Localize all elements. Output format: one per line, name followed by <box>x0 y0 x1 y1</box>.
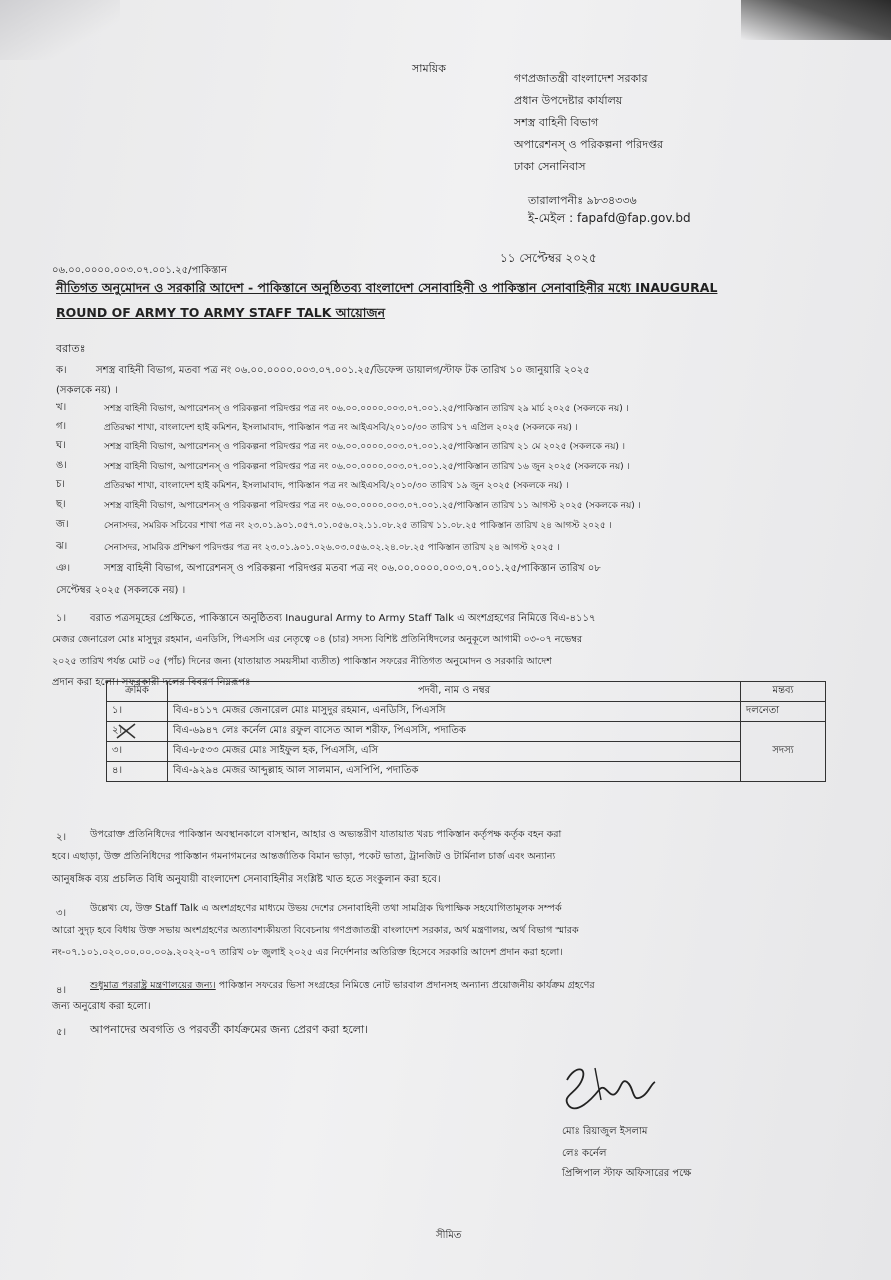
row-remark: সদস্য <box>741 722 826 782</box>
ref-text: প্রতিরক্ষা শাখা, বাংলাদেশ হাই কমিশন, ইসলামাবাদ, পাকিস্তান পত্র নং আইএসবি/২০১০/৩০ তারিখ ১৯ জুন ২০২৫ (সকলকে নয়) । <box>104 481 569 491</box>
org-line-1: গণপ্রজাতন্ত্রী বাংলাদেশ সরকার <box>514 72 648 85</box>
table-row <box>107 722 826 742</box>
row-serial <box>107 722 168 742</box>
para5-text: আপনাদের অবগতি ও পরবর্তী কার্যক্রমের জন্য প্রেরণ করা হলো। <box>90 1023 369 1036</box>
para2-line-1: উপরোক্ত প্রতিনিধিদের পাকিস্তান অবস্থানকালে বাসস্থান, আহার ও অভ্যন্তরীণ যাতায়াত খরচ পাকিস্তান কর্তৃপক্ষ কর্তৃক বহন করা <box>90 829 562 840</box>
para3-line-1: উল্লেখ্য যে, উক্ত Staff Talk এ অংশগ্রহণের মাধ্যমে উভয় দেশের সেনাবাহিনী তথা সামগ্রিক দ্বিপাক্ষিক সহযোগিতামূলক সম্পর্ক <box>90 903 562 914</box>
para1-line-4: প্রদান করা হলো। সফরকারী দলের বিবরণ নিম্নরূপঃ <box>52 677 251 688</box>
memo-date: ১১ সেপ্টেম্বর ২০২৫ <box>500 251 597 265</box>
para3-line-2: আরো সুদৃঢ় হবে বিধায় উক্ত সভায় অংশগ্রহণের অত্যাবশ্যকীয়তা বিবেচনায় গণপ্রজাতন্ত্রী বাংলাদেশ সরকার, অর্থ মন্ত্রণালয়, অর্থ বিভাগ স্মারক <box>52 925 579 936</box>
handwritten-signature <box>555 1060 665 1120</box>
ref-text: সশস্ত্র বাহিনী বিভাগ, অপারেশনস্ ও পরিকল্পনা পরিদপ্তর পত্র নং ০৬.০০.০০০০.০০৩.০৭.০০১.২৫/পাকিস্তান তারিখ ২৯ মার্চ ২০২৫ (সকলকে নয়) । <box>104 404 629 414</box>
row-remark: দলনেতা <box>741 702 826 722</box>
ref-text: সশস্ত্র বাহিনী বিভাগ, অপারেশনস্ ও পরিকল্পনা পরিদপ্তর পত্র নং ০৬.০০.০০০০.০০৩.০৭.০০১.২৫/পাকিস্তান তারিখ ১১ আগস্ট ২০২৫ (সকলকে নয়) । <box>104 501 641 511</box>
ref-text: সেনাসদর, সমরিক সচিবের শাখা পত্র নং ২৩.০১.৯০১.০৫৭.০১.০৫৬.০২.১১.০৮.২৫ তারিখ ১১.০৮.২৫ পাকিস্তান তারিখ ২৪ আগস্ট ২০২৫ । <box>104 521 612 531</box>
ref-num: ছ। <box>56 499 66 510</box>
table-row <box>107 702 826 722</box>
classification-top: সাময়িক <box>412 62 446 75</box>
paper-fold <box>0 0 120 60</box>
row-serial: ১। <box>107 702 168 722</box>
ref-num: ঝ। <box>56 541 68 552</box>
ref-text: সশস্ত্র বাহিনী বিভাগ, মতবা পত্র নং ০৬.০০.০০০০.০০৩.০৭.০০১.২৫/ডিফেন্স ডায়ালগ/স্টাফ টক তারিখ ১০ জানুয়ারি ২০২৫ <box>96 365 590 376</box>
ref-num: ঘ। <box>56 440 66 451</box>
strike-mark-icon <box>115 722 139 740</box>
ref-num: ঙ। <box>56 460 67 471</box>
para2-number: ২। <box>56 832 67 843</box>
para3-number: ৩। <box>56 908 67 919</box>
para1-line-2: মেজর জেনারেল মোঃ মাসুদুর রহমান, এনডিসি, পিএসসি এর নেতৃত্বে ০৪ (চার) সদস্য বিশিষ্ট প্রতিনিধিদলের অনুকূলে আগামী ০৩-০৭ নভেম্বর <box>52 634 583 645</box>
org-line-3: সশস্ত্র বাহিনী বিভাগ <box>514 116 599 129</box>
email-label: ই-মেইল <box>528 211 566 225</box>
signatory-name: মোঃ রিয়াজুল ইসলাম <box>562 1126 648 1137</box>
header-serial: ক্রমিক <box>107 682 168 702</box>
subject-line-2: ROUND OF ARMY TO ARMY STAFF TALK আয়োজন <box>56 305 386 320</box>
header-remark: মন্তব্য <box>741 682 826 702</box>
table-row <box>107 762 826 782</box>
para4-lead: শুধুমাত্র পররাষ্ট্র মন্ত্রণালয়ের জন্য। <box>90 980 216 991</box>
row-name: বিএ-৯২৯৪ মেজর আব্দুল্লাহ আল সালমান, এসপিপি, পদাতিক <box>168 762 741 782</box>
ref-num: চ। <box>56 479 65 490</box>
row-serial: ৩। <box>107 742 168 762</box>
ref-num: গ। <box>56 421 67 432</box>
references-label: বরাতঃ <box>56 342 86 355</box>
ref-text-cont: (সকলকে নয়) । <box>56 385 118 396</box>
org-line-4: অপারেশনস্ ও পরিকল্পনা পরিদপ্তর <box>514 138 664 151</box>
row-name: বিএ-৮৫৩৩ মেজর মোঃ সাইফুল হক, পিএসসি, এসি <box>168 742 741 762</box>
ref-num: ঞ। <box>56 563 71 574</box>
para1-number: ১। <box>56 613 67 624</box>
memo-number: ০৬.০০.০০০০.০০৩.০৭.০০১.২৫/পাকিস্তান <box>52 265 228 276</box>
row-serial-text: ২। <box>112 725 123 736</box>
row-serial: ৪। <box>107 762 168 782</box>
email-row <box>528 210 691 230</box>
ref-text-cont: সেপ্টেম্বর ২০২৫ (সকলকে নয়) । <box>56 585 186 596</box>
header-name: পদবী, নাম ও নম্বর <box>168 682 741 702</box>
para1-line-3: ২০২৫ তারিখ পর্যন্ত মোট ০৫ (পাঁচ) দিনের জন্য (যাতায়াত সময়সীমা ব্যতীত) পাকিস্তান সফরের নীতিগত অনুমোদন ও সরকারি আদেশ <box>52 656 552 667</box>
ref-text: প্রতিরক্ষা শাখা, বাংলাদেশ হাই কমিশন, ইসলামাবাদ, পাকিস্তান পত্র নং আইএসবি/২০১০/৩০ তারিখ ১৭ এপ্রিল ২০২৫ (সকলকে নয়) । <box>104 423 578 433</box>
table-row <box>107 742 826 762</box>
para2-line-2: হবে। এছাড়া, উক্ত প্রতিনিধিদের পাকিস্তান গমনাগমনের আন্তর্জাতিক বিমান ভাড়া, পকেট ভাতা, ট্রানজিট ও টার্মিনাল চার্জ এবং অন্যান্য <box>52 851 556 862</box>
para4-number: ৪। <box>56 985 67 996</box>
para4-line-2: জন্য অনুরোধ করা হলো। <box>52 1001 151 1012</box>
para2-line-3: আনুষঙ্গিক ব্যয় প্রচলিত বিধি অনুযায়ী বাংলাদেশ সেনাবাহিনীর সংশ্লিষ্ট খাত হতে সংকুলান করা হবে। <box>52 874 441 885</box>
para4-line-1 <box>90 979 595 994</box>
signatory-rank: লেঃ কর্নেল <box>562 1148 607 1159</box>
subject-line-1: নীতিগত অনুমোদন ও সরকারি আদেশ - পাকিস্তানে অনুষ্ঠিতব্য বাংলাদেশ সেনাবাহিনী ও পাকিস্তান সেনাবাহিনীর মধ্যে INAUGURAL <box>56 280 718 295</box>
ref-text: সেনাসদর, সামরিক প্রশিক্ষণ পরিদপ্তর পত্র নং ২৩.০১.৯০১.০২৬.০৩.০৫৬.০২.২৪.০৮.২৫ পাকিস্তান তারিখ ২৪ আগস্ট ২০২৫ । <box>104 543 560 553</box>
delegation-table <box>106 681 826 782</box>
para3-line-3: নং-০৭.১০১.০২০.০০.০০.০০৯.২০২২-০৭ তারিখ ০৮ জুলাই ২০২৫ এর নির্দেশনার অতিরিক্ত হিসেবে সরকারি আদেশ প্রদান করা হলো। <box>52 947 563 958</box>
org-line-5: ঢাকা সেনানিবাস <box>514 160 586 173</box>
email-address: : fapafd@fap.gov.bd <box>569 211 691 225</box>
ref-num: জ। <box>56 519 69 530</box>
para4-rest: পাকিস্তান সফরের ভিসা সংগ্রহের নিমিত্তে নোট ভারবাল প্রদানসহ অন্যান্য প্রয়োজনীয় কার্যক্রম গ্রহণের <box>218 980 595 991</box>
ref-text: সশস্ত্র বাহিনী বিভাগ, অপারেশনস্ ও পরিকল্পনা পরিদপ্তর পত্র নং ০৬.০০.০০০০.০০৩.০৭.০০১.২৫/পাকিস্তান তারিখ ১৬ জুন ২০২৫ (সকলকে নয়) । <box>104 462 630 472</box>
background-edge <box>741 0 891 40</box>
row-name: বিএ-৪১১৭ মেজর জেনারেল মোঃ মাসুদুর রহমান, এনডিসি, পিএসসি <box>168 702 741 722</box>
classification-bottom: সীমিত <box>436 1230 462 1241</box>
ref-num: ক। <box>56 365 67 376</box>
ref-text: সশস্ত্র বাহিনী বিভাগ, অপারেশনস্ ও পরিকল্পনা পরিদপ্তর মতবা পত্র নং ০৬.০০.০০০০.০০৩.০৭.০০১.২৫/পাকিস্তান তারিখ ০৮ <box>104 563 601 574</box>
para5-number: ৫। <box>56 1027 67 1038</box>
ref-text: সশস্ত্র বাহিনী বিভাগ, অপারেশনস্ ও পরিকল্পনা পরিদপ্তর পত্র নং ০৬.০০.০০০০.০০৩.০৭.০০১.২৫/পাকিস্তান তারিখ ২১ মে ২০২৫ (সকলকে নয়) । <box>104 442 625 452</box>
para1-line-1: বরাত পত্রসমূহের প্রেক্ষিতে, পাকিস্তানে অনুষ্ঠিতব্য Inaugural Army to Army Staff Talk এ অংশগ্রহণের নিমিত্তে বিএ-৪১১৭ <box>90 613 596 624</box>
org-line-2: প্রধান উপদেষ্টার কার্যালয় <box>514 94 623 107</box>
row-name: বিএ-৬৯৪৭ লেঃ কর্নেল মোঃ রফুল বাসেত আল শরীফ, পিএসসি, পদাতিক <box>168 722 741 742</box>
signatory-designation: প্রিন্সিপাল স্টাফ অফিসারের পক্ষে <box>562 1168 692 1179</box>
phone-number: তারালাপনীঃ ৯৮৩৪৩৩৬ <box>528 194 637 207</box>
ref-num: খ। <box>56 402 67 413</box>
table-header-row <box>107 682 826 702</box>
